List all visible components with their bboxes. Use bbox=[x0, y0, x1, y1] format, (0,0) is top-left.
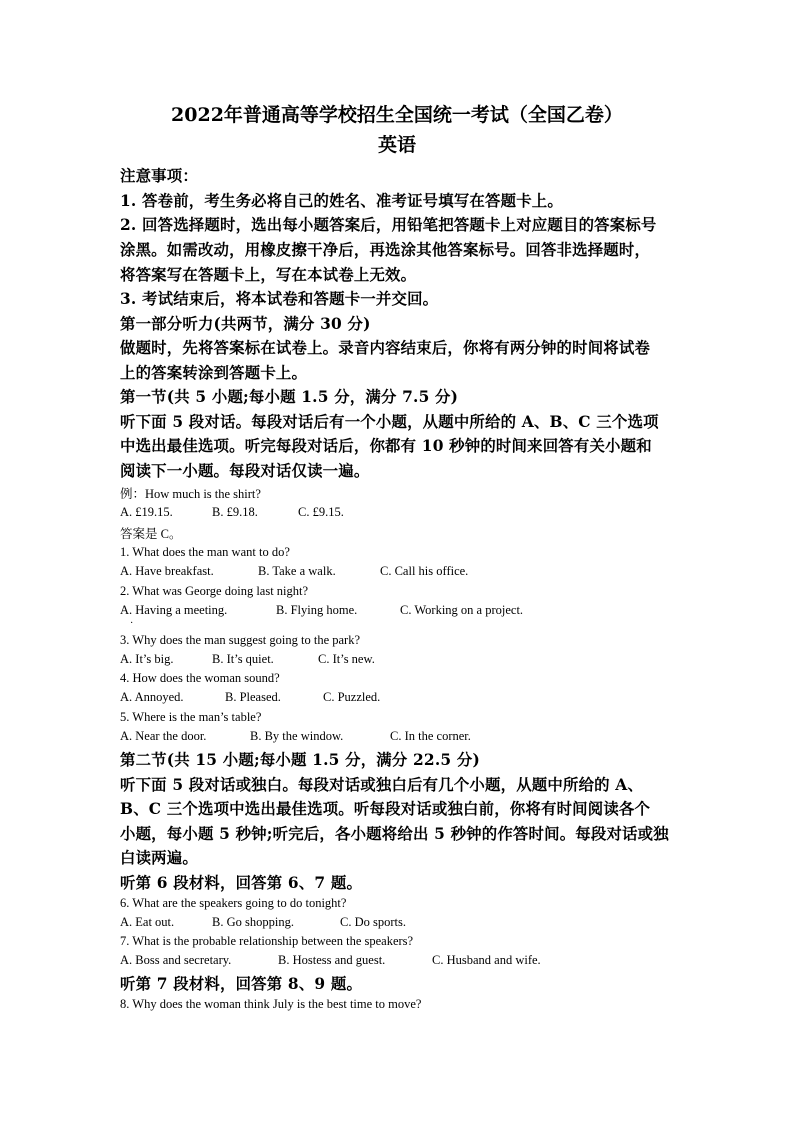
notice-item-2-line-2: 涂黑。如需改动，用橡皮擦干净后，再选涂其他答案标号。回答非选择题时， bbox=[120, 241, 651, 259]
notice-item-3: 3. 考试结束后，将本试卷和答题卡一并交回。 bbox=[120, 290, 439, 308]
notice-item-1: 1. 答卷前，考生务必将自己的姓名、准考证号填写在答题卡上。 bbox=[120, 192, 563, 210]
q5-option-b: B. By the window. bbox=[250, 729, 344, 743]
section2-heading: 第二节(共 15 小题;每小题 1.5 分，满分 22.5 分) bbox=[120, 751, 480, 769]
q7-option-a: A. Boss and secretary. bbox=[120, 953, 232, 967]
question-8: 8. Why does the woman think July is the best time to move? bbox=[120, 997, 422, 1011]
question-1: 1. What does the man want to do? bbox=[120, 545, 290, 559]
q2-option-c: C. Working on a project. bbox=[400, 603, 524, 617]
section1-instruction-line-2: 中选出最佳选项。听完每段对话后，你都有 10 秒钟的时间来回答有关小题和 bbox=[120, 437, 652, 455]
example-option-a: A. £19.15. bbox=[120, 505, 173, 519]
q5-option-c: C. In the corner. bbox=[390, 729, 471, 743]
material-6-heading: 听第 6 段材料，回答第 6、7 题。 bbox=[120, 874, 363, 892]
section1-instruction-line-1: 听下面 5 段对话。每段对话后有一个小题，从题中所给的 A、B、C 三个选项 bbox=[120, 413, 659, 431]
example-question: 例：How much is the shirt? bbox=[120, 487, 261, 501]
q7-option-b: B. Hostess and guest. bbox=[278, 953, 386, 967]
q2-option-a: A. Having a meeting. bbox=[120, 603, 228, 617]
q6-option-b: B. Go shopping. bbox=[212, 915, 294, 929]
q6-option-c: C. Do sports. bbox=[340, 915, 406, 929]
q6-option-a: A. Eat out. bbox=[120, 915, 175, 929]
stray-mark: · bbox=[130, 618, 134, 629]
q4-option-c: C. Puzzled. bbox=[323, 690, 381, 704]
q3-option-c: C. It’s new. bbox=[318, 652, 375, 666]
part1-intro-line-1: 做题时，先将答案标在试卷上。录音内容结束后，你将有两分钟的时间将试卷 bbox=[120, 339, 651, 357]
section2-instruction-line-2: B、C 三个选项中选出最佳选项。听每段对话或独白前，你将有时间阅读各个 bbox=[120, 800, 651, 818]
q3-option-b: B. It’s quiet. bbox=[212, 652, 274, 666]
q1-option-b: B. Take a walk. bbox=[258, 564, 336, 578]
question-3: 3. Why does the man suggest going to the park? bbox=[120, 633, 361, 647]
exam-title: 2022年普通高等学校招生全国统一考试（全国乙卷） bbox=[171, 104, 623, 126]
q7-option-c: C. Husband and wife. bbox=[432, 953, 541, 967]
section1-heading: 第一节(共 5 小题;每小题 1.5 分，满分 7.5 分) bbox=[120, 388, 459, 406]
example-answer: 答案是 C。 bbox=[120, 527, 182, 541]
q5-option-a: A. Near the door. bbox=[120, 729, 207, 743]
part1-intro-line-2: 上的答案转涂到答题卡上。 bbox=[120, 364, 308, 382]
q4-option-b: B. Pleased. bbox=[225, 690, 281, 704]
section2-instruction-line-3: 小题，每小题 5 秒钟;听完后，各小题将给出 5 秒钟的作答时间。每段对话或独 bbox=[120, 825, 669, 843]
q1-option-c: C. Call his office. bbox=[380, 564, 469, 578]
subject-title: 英语 bbox=[377, 134, 416, 156]
notice-item-2-line-3: 将答案写在答题卡上，写在本试卷上无效。 bbox=[120, 266, 417, 284]
section2-instruction-line-1: 听下面 5 段对话或独白。每段对话或独白后有几个小题，从题中所给的 A、 bbox=[120, 776, 644, 794]
q4-option-a: A. Annoyed. bbox=[120, 690, 184, 704]
question-7: 7. What is the probable relationship between the speakers? bbox=[120, 934, 414, 948]
q2-option-b: B. Flying home. bbox=[276, 603, 358, 617]
part1-heading: 第一部分听力(共两节，满分 30 分) bbox=[120, 315, 371, 333]
notice-item-2-line-1: 2. 回答选择题时，选出每小题答案后，用铅笔把答题卡上对应题目的答案标号 bbox=[120, 216, 657, 234]
question-2: 2. What was George doing last night? bbox=[120, 584, 309, 598]
material-7-heading: 听第 7 段材料，回答第 8、9 题。 bbox=[120, 975, 363, 993]
question-5: 5. Where is the man’s table? bbox=[120, 710, 262, 724]
example-option-c: C. £9.15. bbox=[298, 505, 344, 519]
q3-option-a: A. It’s big. bbox=[120, 652, 174, 666]
question-6: 6. What are the speakers going to do tonight? bbox=[120, 896, 347, 910]
example-option-b: B. £9.18. bbox=[212, 505, 258, 519]
q1-option-a: A. Have breakfast. bbox=[120, 564, 214, 578]
question-4: 4. How does the woman sound? bbox=[120, 671, 280, 685]
notice-heading: 注意事项： bbox=[120, 167, 198, 185]
section2-instruction-line-4: 白读两遍。 bbox=[120, 849, 198, 867]
section1-instruction-line-3: 阅读下一小题。每段对话仅读一遍。 bbox=[120, 462, 370, 480]
